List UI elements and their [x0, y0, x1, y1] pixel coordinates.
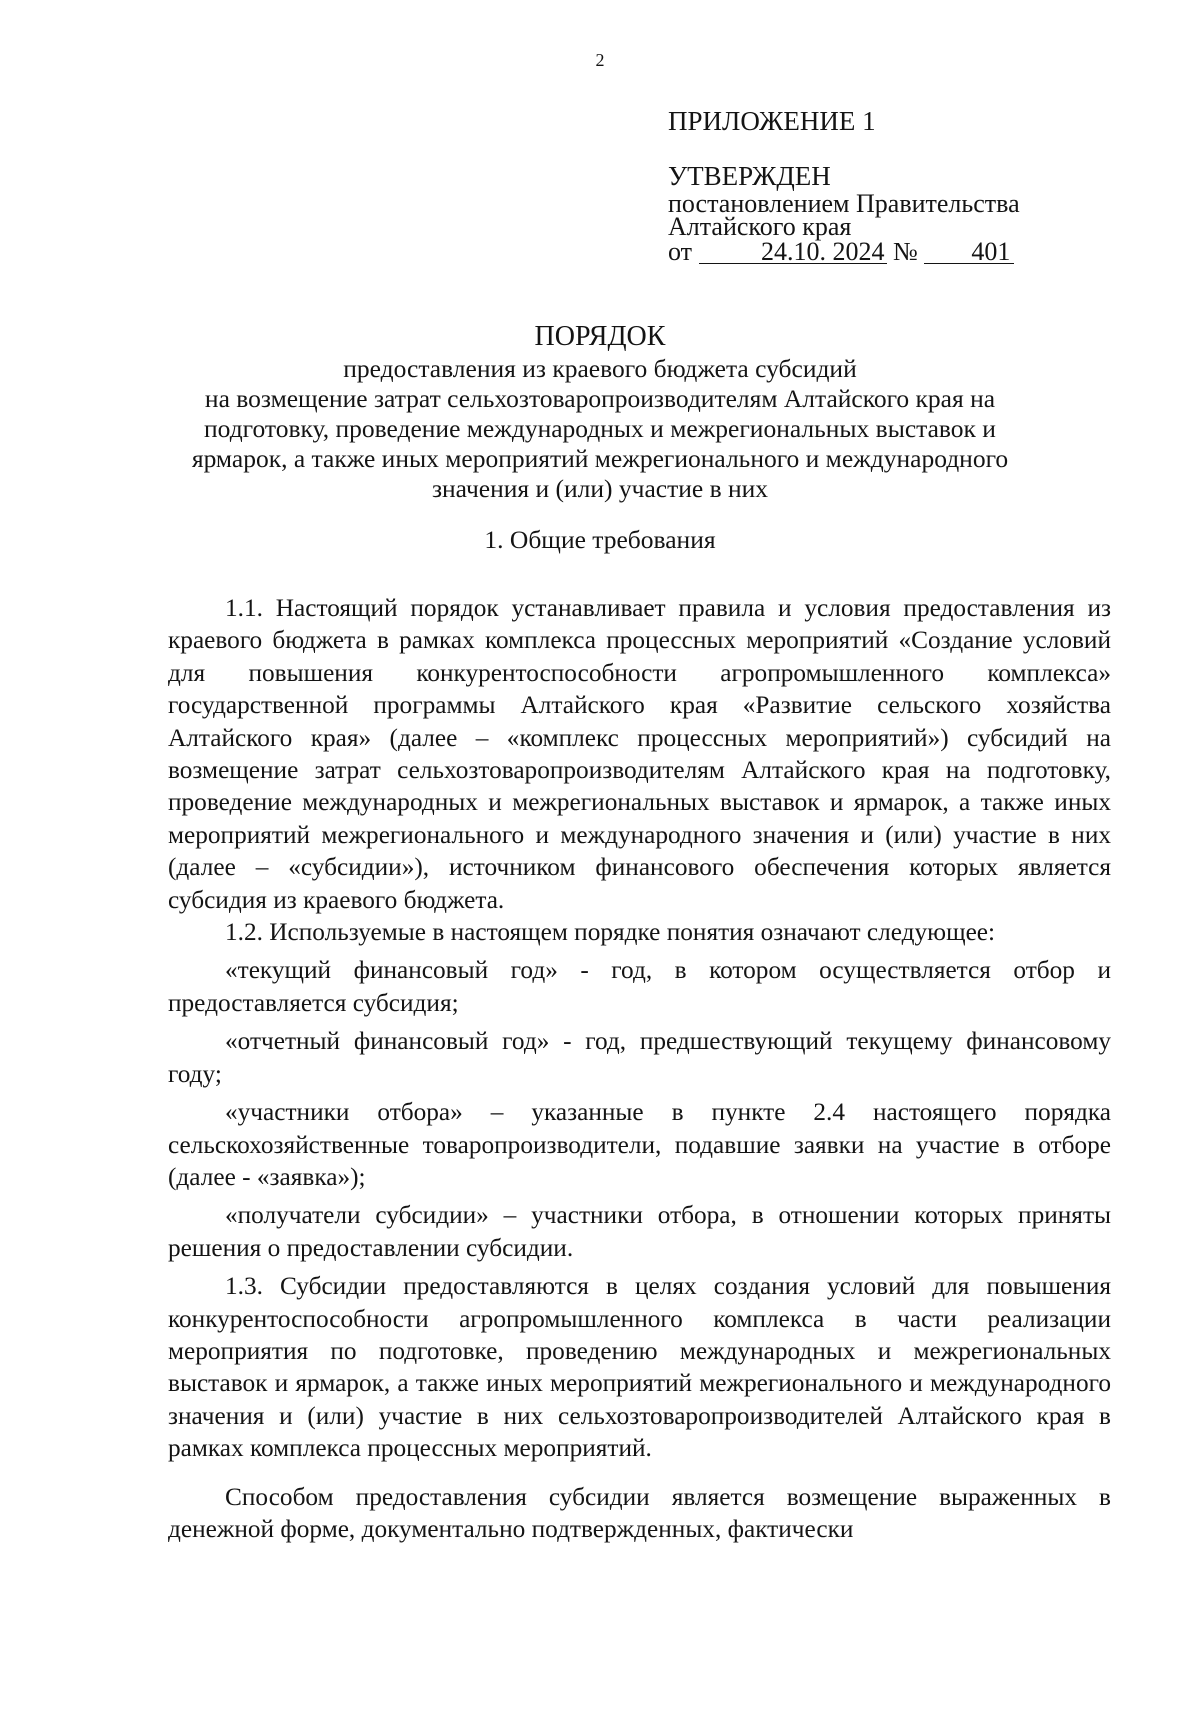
- paragraph-1-3: 1.3. Субсидии предоставляются в целях создания условий для повышения конкурентоспособности агропромышленного комплекса в части реализации мероприятия по подготовке, проведению международных и межрегиональных выставок и ярмарок, а также иных мероприятий межрегионального и международного значения и (или) участие в них сельхозтоваропроизводителей Алтайского края в рамках комплекса процессных мероприятий.: [168, 1272, 1111, 1463]
- page-number: 2: [595, 50, 605, 70]
- paragraph-1-2: 1.2. Используемые в настоящем порядке понятия означают следующее:: [225, 918, 996, 947]
- subtitle-line: значения и (или) участие в них: [431, 474, 769, 503]
- document-body: [168, 592, 1111, 1545]
- definition-current-year: «текущий финансовый год» - год, в котором осуществляется отбор и предоставляется субсидия;: [168, 956, 1111, 1017]
- section-heading: 1. Общие требования: [484, 525, 716, 554]
- subtitle-line: предоставления из краевого бюджета субсидий: [343, 354, 857, 383]
- approved-heading: УТВЕРЖДЕН: [668, 161, 831, 191]
- paragraph-method: Способом предоставления субсидии является возмещение выраженных в денежной форме, документально подтвержденных, фактически: [168, 1482, 1111, 1543]
- from-label: от: [668, 237, 693, 266]
- title-block: [160, 320, 1040, 504]
- number-sign: №: [893, 237, 918, 266]
- subtitle-line: на возмещение затрат сельхозтоваропроизводителям Алтайского края на: [204, 384, 996, 413]
- subtitle-line: подготовку, проведение международных и межрегиональных выставок и: [204, 414, 996, 443]
- appendix-heading: ПРИЛОЖЕНИЕ 1: [668, 106, 876, 136]
- approval-block: [668, 104, 1088, 265]
- definition-participants: «участники отбора» – указанные в пункте 2.4 настоящего порядка сельскохозяйственные товаропроизводители, подавшие заявки на участие в отборе (далее - «заявка»);: [168, 1098, 1111, 1191]
- definition-recipients: «получатели субсидии» – участники отбора, в отношении которых приняты решения о предоставлении субсидии.: [168, 1201, 1111, 1262]
- approval-date-line: [668, 238, 1088, 265]
- approval-line-2: Алтайского края: [668, 212, 852, 241]
- paragraph-1-1: 1.1. Настоящий порядок устанавливает правила и условия предоставления из краевого бюджета в рамках комплекса процессных мероприятий «Создание условий для повышения конкурентоспособности агропромышленного комплекса» государственной программы Алтайского края «Развитие сельского хозяйства Алтайского края» (далее – «комплекс процессных мероприятий») субсидий на возмещение затрат сельхозтоваропроизводителям Алтайского края на подготовку, проведение международных и межрегиональных выставок и ярмарок, а также иных мероприятий межрегионального и международного значения и (или) участие в них (далее – «субсидии»), источником финансового обеспечения которых является субсидия из краевого бюджета.: [168, 594, 1111, 914]
- approval-date: 24.10. 2024: [699, 241, 887, 264]
- subtitle-line: ярмарок, а также иных мероприятий межрегионального и международного: [191, 444, 1009, 473]
- definition-reporting-year: «отчетный финансовый год» - год, предшествующий текущему финансовому году;: [168, 1027, 1111, 1088]
- document-title: ПОРЯДОК: [534, 321, 666, 352]
- approval-number: 401: [924, 241, 1014, 264]
- approval-line-1: постановлением Правительства: [668, 189, 1020, 218]
